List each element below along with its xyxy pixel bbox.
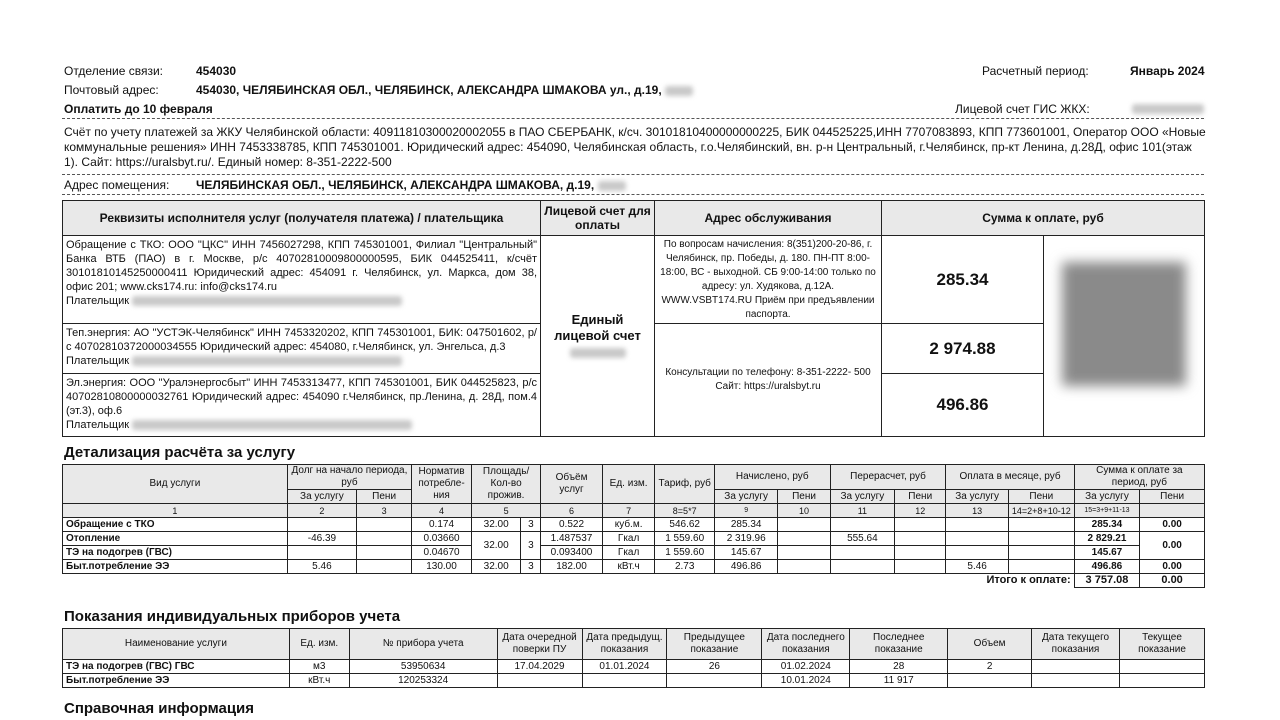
volume: 0.522 xyxy=(541,518,603,532)
col-num: 10 xyxy=(778,504,830,518)
period-value: Январь 2024 xyxy=(1130,64,1205,78)
h-paid-service: За услугу xyxy=(946,490,1009,504)
meter-cur-date[interactable] xyxy=(1032,674,1120,688)
area: 32.00 xyxy=(471,532,521,560)
meter-verify-date: 17.04.2029 xyxy=(497,660,582,674)
meter-no: 120253324 xyxy=(349,674,497,688)
residents: 3 xyxy=(521,532,541,560)
recalc-penalty xyxy=(895,546,946,560)
amount-tko: 285.34 xyxy=(881,235,1044,324)
service-name: Обращение с ТКО xyxy=(63,518,288,532)
h-service: Вид услуги xyxy=(63,465,288,504)
h-tariff: Тариф, руб xyxy=(655,465,714,504)
total: 2 829.21 xyxy=(1074,532,1139,546)
total: 496.86 xyxy=(1074,560,1139,574)
norm: 0.04670 xyxy=(412,546,472,560)
mh-last-date: Дата последнего показания xyxy=(762,629,850,660)
table-row xyxy=(63,660,1205,674)
premises-label: Адрес помещения: xyxy=(64,178,170,192)
charged-penalty xyxy=(778,546,830,560)
total-penalty: 0.00 xyxy=(1140,518,1205,532)
meter-last-value: 28 xyxy=(850,660,948,674)
requisites-header: Реквизиты исполнителя услуг (получателя платежа) / плательщика xyxy=(62,200,541,236)
total-label: Итого к оплате: xyxy=(986,574,1071,587)
total-penalty-value: 0.00 xyxy=(1140,574,1205,588)
service-address-other: Консультации по телефону: 8-351-2222- 500 Сайт: https://uralsbyt.ru xyxy=(654,323,882,437)
h-debt-penalty: Пени xyxy=(357,490,412,504)
qr-code-icon xyxy=(1062,262,1186,386)
post-office-value: 454030 xyxy=(196,64,237,78)
charged: 496.86 xyxy=(714,560,778,574)
col-num: 9 xyxy=(714,504,778,518)
volume: 1.487537 xyxy=(541,532,603,546)
charged: 285.34 xyxy=(714,518,778,532)
unit: Гкал xyxy=(602,532,655,546)
mh-prev-value: Предыдущее показание xyxy=(667,629,762,660)
service-name: Быт.потребление ЭЭ xyxy=(63,560,288,574)
total: 145.67 xyxy=(1074,546,1139,560)
h-volume: Объём услуг xyxy=(541,465,603,504)
h-debt-service: За услугу xyxy=(287,490,356,504)
period-label: Расчетный период: xyxy=(982,64,1089,78)
charged: 2 319.96 xyxy=(714,532,778,546)
requisites-electric: Эл.энергия: ООО "Уралэнергосбыт" ИНН 7453313477, КПП 745301001, БИК 044525823, р/с 40702810800000032761 Юридический адрес: 454090 г.Челябинск, пр.Ленина, д. 28Д, пом.4 (эт.3), оф.6 Плательщик xyxy=(62,373,541,437)
redacted-gis-account xyxy=(1132,104,1204,114)
meter-unit: кВт.ч xyxy=(289,674,349,688)
total-penalty: 0.00 xyxy=(1140,560,1205,574)
meter-prev-date xyxy=(582,674,667,688)
meter-verify-date xyxy=(497,674,582,688)
volume: 0.093400 xyxy=(541,546,603,560)
tariff: 546.62 xyxy=(655,518,714,532)
recalc xyxy=(830,560,894,574)
h-charged-penalty: Пени xyxy=(778,490,830,504)
meter-prev-value: 26 xyxy=(667,660,762,674)
table-row xyxy=(63,518,1205,532)
service-name: ТЭ на подогрев (ГВС) xyxy=(63,546,288,560)
total-value: 3 757.08 xyxy=(1074,574,1139,588)
total-penalty: 0.00 xyxy=(1140,532,1205,560)
unit: Гкал xyxy=(602,546,655,560)
mh-unit: Ед. изм. xyxy=(289,629,349,660)
recalc-penalty xyxy=(895,560,946,574)
paid xyxy=(946,546,1009,560)
paid xyxy=(946,518,1009,532)
meter-cur-value[interactable] xyxy=(1119,660,1204,674)
total-row xyxy=(63,574,1205,588)
recalc-penalty xyxy=(895,532,946,546)
paid-penalty xyxy=(1008,532,1074,546)
h-paid-penalty: Пени xyxy=(1008,490,1074,504)
meter-unit: м3 xyxy=(289,660,349,674)
norm: 130.00 xyxy=(412,560,472,574)
mh-meter-no: № прибора учета xyxy=(349,629,497,660)
col-num: 7 xyxy=(602,504,655,518)
mh-service: Наименование услуги xyxy=(63,629,290,660)
col-num: 11 xyxy=(830,504,894,518)
unified-account: Единый лицевой счет xyxy=(540,235,655,437)
meter-volume xyxy=(948,674,1032,688)
meter-service: ТЭ на подогрев (ГВС) ГВС xyxy=(63,660,290,674)
amount-electric: 496.86 xyxy=(881,373,1044,437)
col-num: 6 xyxy=(541,504,603,518)
unit: куб.м. xyxy=(602,518,655,532)
meter-volume: 2 xyxy=(948,660,1032,674)
col-num xyxy=(1140,504,1205,518)
h-area: Площадь/ Кол-во прожив. xyxy=(471,465,540,504)
recalc xyxy=(830,518,894,532)
recalc xyxy=(830,546,894,560)
mh-volume: Объем xyxy=(948,629,1032,660)
redacted-block xyxy=(665,86,693,96)
residents: 3 xyxy=(521,518,541,532)
debt-penalty xyxy=(357,532,412,546)
divider xyxy=(62,118,1204,119)
area: 32.00 xyxy=(471,560,521,574)
h-recalc-penalty: Пени xyxy=(895,490,946,504)
meter-prev-date: 01.01.2024 xyxy=(582,660,667,674)
area: 32.00 xyxy=(471,518,521,532)
mh-cur-value: Текущее показание xyxy=(1119,629,1204,660)
meter-prev-value xyxy=(667,674,762,688)
charged-penalty xyxy=(778,518,830,532)
account-info: Счёт по учету платежей за ЖКУ Челябинской области: 40911810300020002055 в ПАО СБЕРБАНК, к/сч. 30101810400000000225, БИК 044525225,ИНН 7707083893, КПП 773601001, Оператор ООО «Новые коммунальные решения» ИНН 7453338785, КПП 745301001. Юридический адрес: 454090, Челябинская область, г.о.Челябинский, вн. р-н Центральный, г.Челябинск, пр-кт Ленина, д.28Д, офис 101(этаж 1). Сайт: https://uralsbyt.ru/. Единый номер: 8-351-2222-500 xyxy=(64,125,1206,169)
paid-penalty xyxy=(1008,518,1074,532)
recalc-penalty xyxy=(895,518,946,532)
service-address-tko: По вопросам начисления: 8(351)200-20-86, г. Челябинск, пр. Победы, д. 180. ПН-ПТ 8:00-18:00, ВС - выходной. СБ 9:00-14:00 только по адресу: ул. Худякова, д.12А. WWW.VSBT174.RU Приём при предъявлении паспорта. xyxy=(654,235,882,324)
meter-last-date: 01.02.2024 xyxy=(762,660,850,674)
table-row xyxy=(63,560,1205,574)
amount-heat: 2 974.88 xyxy=(881,323,1044,374)
paid: 5.46 xyxy=(946,560,1009,574)
redacted-payer xyxy=(132,420,412,430)
mh-cur-date: Дата текущего показания xyxy=(1032,629,1120,660)
h-total: Сумма к оплате за период, руб xyxy=(1074,465,1204,490)
tariff: 1 559.60 xyxy=(655,546,714,560)
paid-penalty xyxy=(1008,560,1074,574)
col-num: 2 xyxy=(287,504,356,518)
total: 285.34 xyxy=(1074,518,1139,532)
h-total-penalty: Пени xyxy=(1140,490,1205,504)
h-debt: Долг на начало периода, руб xyxy=(287,465,411,490)
debt: -46.39 xyxy=(287,532,356,546)
paid xyxy=(946,532,1009,546)
redacted-payer xyxy=(132,356,402,366)
meters-table xyxy=(62,628,1205,688)
redacted-block xyxy=(598,181,626,191)
divider xyxy=(62,174,1204,175)
col-num: 12 xyxy=(895,504,946,518)
meter-no: 53950634 xyxy=(349,660,497,674)
debt-penalty xyxy=(357,560,412,574)
h-recalc-service: За услугу xyxy=(830,490,894,504)
h-total-service: За услугу xyxy=(1074,490,1139,504)
service-address-header: Адрес обслуживания xyxy=(654,200,882,236)
meter-last-value: 11 917 xyxy=(850,674,948,688)
detail-table xyxy=(62,464,1205,588)
charged: 145.67 xyxy=(714,546,778,560)
postal-address-label: Почтовый адрес: xyxy=(64,83,159,97)
debt xyxy=(287,518,356,532)
norm: 0.03660 xyxy=(412,532,472,546)
divider xyxy=(62,194,1204,195)
pay-until: Оплатить до 10 февраля xyxy=(64,102,213,116)
detail-title: Детализация расчёта за услугу xyxy=(64,444,296,461)
post-office-label: Отделение связи: xyxy=(64,64,163,78)
col-num: 14=2+8+10-12 xyxy=(1008,504,1074,518)
unit: кВт.ч xyxy=(602,560,655,574)
col-num: 1 xyxy=(63,504,288,518)
requisites-heat: Теп.энергия: АО "УСТЭК-Челябинск" ИНН 7453320202, КПП 745301001, БИК: 047501602, р/с 40702810372000034555 Юридический адрес: 454080, г.Челябинск, ул. Энгельса, д.3 Плательщик xyxy=(62,323,541,374)
redacted-account xyxy=(570,348,626,358)
debt-penalty xyxy=(357,546,412,560)
col-num: 4 xyxy=(412,504,472,518)
redacted-payer xyxy=(132,296,402,306)
col-num: 5 xyxy=(471,504,540,518)
tariff: 1 559.60 xyxy=(655,532,714,546)
table-row xyxy=(63,546,1205,560)
mh-prev-date: Дата предыдущ. показания xyxy=(582,629,667,660)
h-norm: Норматив потребле-ния xyxy=(412,465,472,504)
reference-title: Справочная информация xyxy=(64,700,255,717)
requisites-tko: Обращение с ТКО: ООО "ЦКС" ИНН 7456027298, КПП 745301001, Филиал "Центральный" Банка ВТБ (ПАО) в г. Москве, р/с 40702810009800000595, БИК 044525411, к/счёт 30101810145250000411 Юридический адрес: 454091 г. Челябинск, ул. Маркса, дом 38, офис 201; www.cks174.ru: info@cks174.ru Плательщик xyxy=(62,235,541,324)
postal-address-value: 454030, ЧЕЛЯБИНСКАЯ ОБЛ., ЧЕЛЯБИНСК, АЛЕКСАНДРА ШМАКОВА ул., д.19, xyxy=(196,83,693,97)
h-unit: Ед. изм. xyxy=(602,465,655,504)
gis-account-label: Лицевой счет ГИС ЖКХ: xyxy=(955,102,1090,116)
residents: 3 xyxy=(521,560,541,574)
h-paid: Оплата в месяце, руб xyxy=(946,465,1074,490)
tariff: 2.73 xyxy=(655,560,714,574)
col-num: 8=5*7 xyxy=(655,504,714,518)
mh-verify-date: Дата очередной поверки ПУ xyxy=(497,629,582,660)
recalc: 555.64 xyxy=(830,532,894,546)
table-row xyxy=(63,532,1205,546)
meter-last-date: 10.01.2024 xyxy=(762,674,850,688)
debt: 5.46 xyxy=(287,560,356,574)
qr-code-cell xyxy=(1043,235,1205,437)
premises-value: ЧЕЛЯБИНСКАЯ ОБЛ., ЧЕЛЯБИНСК, АЛЕКСАНДРА ШМАКОВА, д.19, xyxy=(196,178,626,192)
amount-header: Сумма к оплате, руб xyxy=(881,200,1205,236)
volume: 182.00 xyxy=(541,560,603,574)
h-charged: Начислено, руб xyxy=(714,465,830,490)
col-num: 3 xyxy=(357,504,412,518)
mh-last-value: Последнее показание xyxy=(850,629,948,660)
paid-penalty xyxy=(1008,546,1074,560)
h-charged-service: За услугу xyxy=(714,490,778,504)
meter-cur-date[interactable] xyxy=(1032,660,1120,674)
meters-title: Показания индивидуальных приборов учета xyxy=(64,608,401,625)
charged-penalty xyxy=(778,560,830,574)
debt-penalty xyxy=(357,518,412,532)
charged-penalty xyxy=(778,532,830,546)
service-name: Отопление xyxy=(63,532,288,546)
account-header: Лицевой счет для оплаты xyxy=(540,200,655,236)
table-row xyxy=(63,674,1205,688)
meter-cur-value[interactable] xyxy=(1119,674,1204,688)
col-num: 13 xyxy=(946,504,1009,518)
col-num: 15=3+9+11-13 xyxy=(1074,504,1139,518)
h-recalc: Перерасчет, руб xyxy=(830,465,946,490)
norm: 0.174 xyxy=(412,518,472,532)
debt xyxy=(287,546,356,560)
meter-service: Быт.потребление ЭЭ xyxy=(63,674,290,688)
